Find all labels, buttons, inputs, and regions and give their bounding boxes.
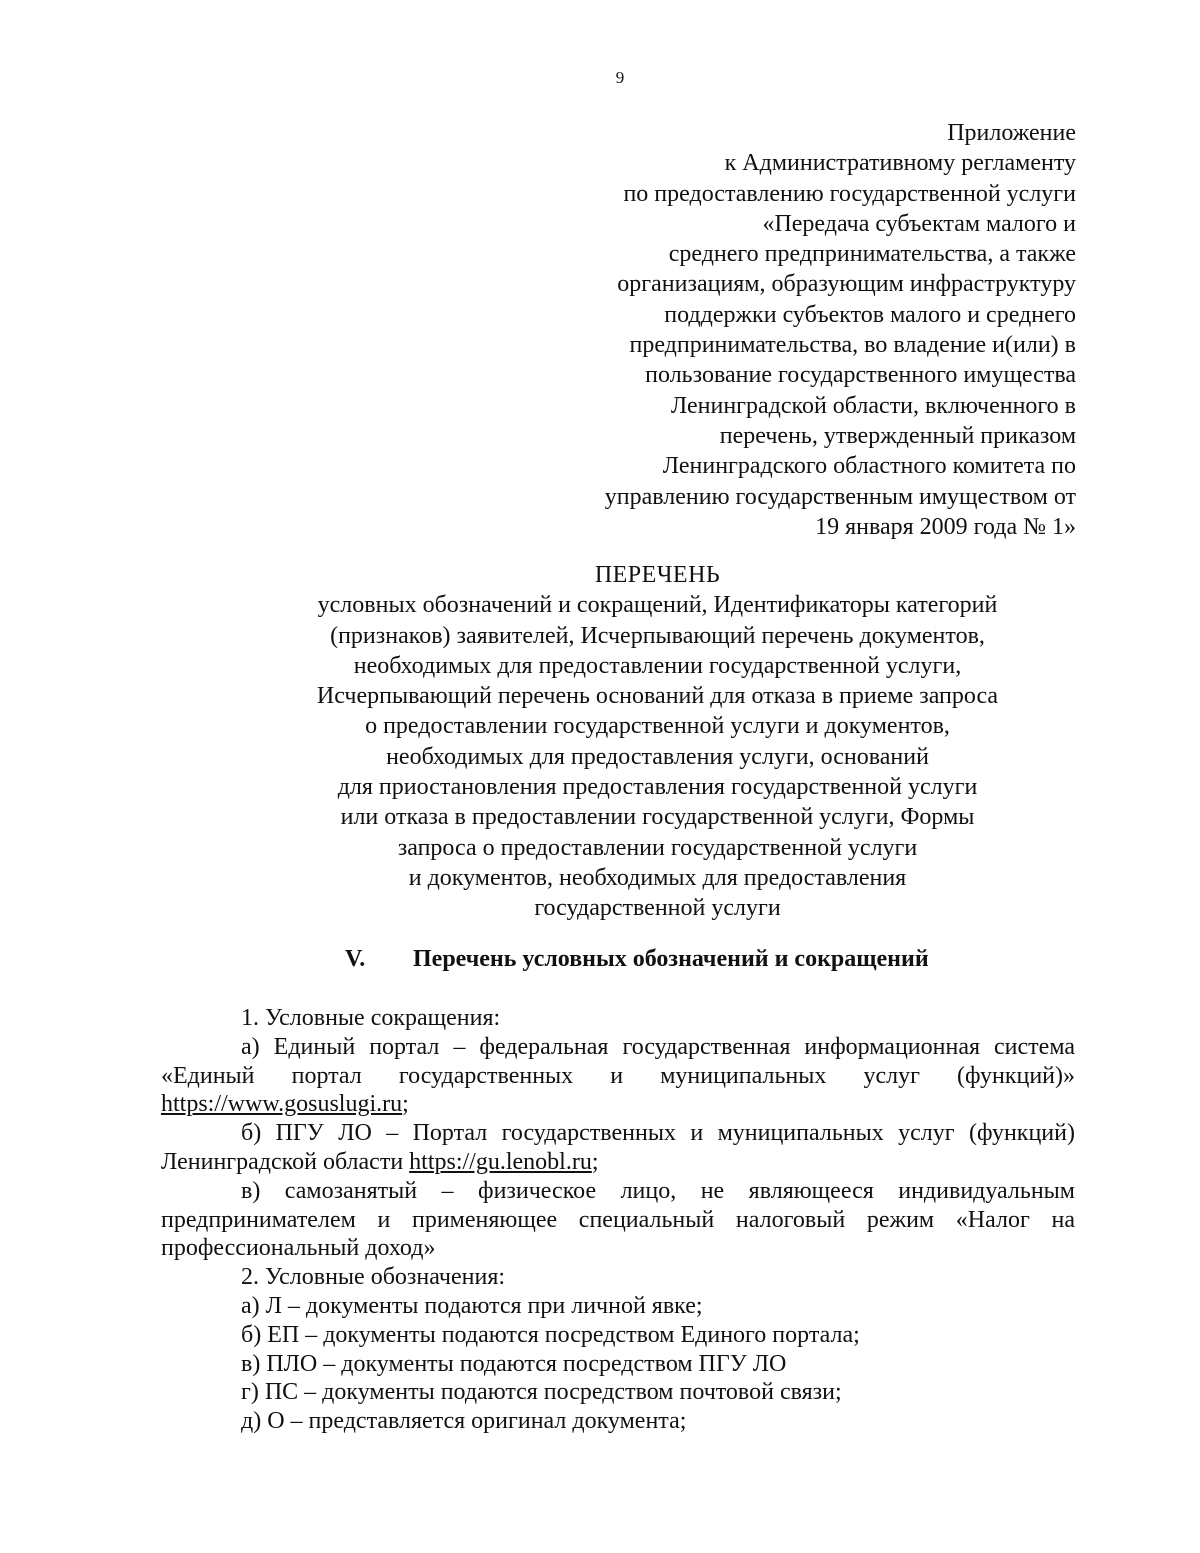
section-title: Перечень условных обозначений и сокращений <box>413 946 929 972</box>
appendix-line: Приложение <box>947 120 1076 146</box>
appendix-line: пользование государственного имущества <box>645 362 1076 389</box>
appendix-line: среднего предпринимательства, а также <box>668 241 1076 268</box>
abbreviation-text: а) Единый портал – федеральная государственная информационная система «Единый портал государственных и муниципальных услуг (функций)» <box>161 1033 1075 1089</box>
appendix-line: Ленинградской области, включенного в <box>670 392 1076 419</box>
notation-item: а) Л – документы подаются при личной явке; <box>241 1292 703 1319</box>
subtitle-line: или отказа в предоставлении государственной услуги, Формы <box>340 804 975 831</box>
subtitle-line: о предоставлении государственной услуги и документов, <box>365 713 950 740</box>
subtitle-line: для приостановления предоставления государственной услуги <box>337 774 978 801</box>
notation-item: д) О – представляется оригинал документа; <box>241 1408 687 1435</box>
abbreviation-item-b <box>161 1119 1075 1177</box>
document-title: ПЕРЕЧЕНЬ <box>594 562 721 588</box>
appendix-header <box>605 118 1076 542</box>
subtitle-line: (признаков) заявителей, Исчерпывающий перечень документов, <box>330 622 985 649</box>
punctuation: ; <box>591 1148 599 1175</box>
subtitle-line: необходимых для предоставлении государственной услуги, <box>353 652 962 679</box>
abbreviation-item-c: в) самозанятый – физическое лицо, не являющееся индивидуальным предпринимателем и применяющее специальный налоговый режим «Налог на профессиональный доход» <box>161 1177 1075 1262</box>
notations-heading: 2. Условные обозначения: <box>241 1264 506 1291</box>
section-number: V. <box>345 946 366 972</box>
appendix-line: организациям, образующим инфраструктуру <box>617 271 1076 298</box>
abbreviations-heading: 1. Условные сокращения: <box>241 1005 501 1031</box>
appendix-line: Ленинградского областного комитета по <box>662 453 1076 480</box>
page-number: 9 <box>615 68 625 87</box>
section-heading <box>345 944 929 974</box>
appendix-line: поддержки субъектов малого и среднего <box>664 301 1076 328</box>
abbreviation-item-a <box>161 1033 1075 1119</box>
notation-item: в) ПЛО – документы подаются посредством ПГУ ЛО <box>241 1350 787 1377</box>
appendix-line: перечень, утвержденный приказом <box>719 422 1076 449</box>
document-title-block <box>0 560 1200 924</box>
appendix-line: «Передача субъектам малого и <box>762 210 1076 237</box>
appendix-line: 19 января 2009 года № 1» <box>815 513 1076 540</box>
appendix-line: предпринимательства, во владение и(или) в <box>629 332 1076 359</box>
notation-item: б) ЕП – документы подаются посредством Единого портала; <box>241 1321 860 1348</box>
appendix-line: управлению государственным имуществом от <box>604 483 1076 510</box>
document-body <box>161 1004 1075 1436</box>
subtitle-line: Исчерпывающий перечень оснований для отказа в приеме запроса <box>316 683 999 710</box>
appendix-line: к Административному регламенту <box>724 150 1076 177</box>
subtitle-line: необходимых для предоставления услуги, оснований <box>386 743 929 770</box>
appendix-line: по предоставлению государственной услуги <box>623 180 1076 207</box>
subtitle-line: и документов, необходимых для предоставления <box>408 864 907 891</box>
gosuslugi-link[interactable]: https://www.gosuslugi.ru <box>161 1091 403 1118</box>
lenobl-link[interactable]: https://gu.lenobl.ru <box>409 1148 592 1175</box>
subtitle-line: запроса о предоставлении государственной услуги <box>397 834 918 861</box>
notation-item: г) ПС – документы подаются посредством почтовой связи; <box>241 1379 842 1406</box>
abbreviation-text: б) ПГУ ЛО – Портал государственных и муниципальных услуг (функций) Ленинградской области <box>161 1120 1075 1175</box>
punctuation: ; <box>402 1091 409 1118</box>
subtitle-line: государственной услуги <box>534 895 781 922</box>
subtitle-line: условных обозначений и сокращений, Идентификаторы категорий <box>317 592 998 619</box>
